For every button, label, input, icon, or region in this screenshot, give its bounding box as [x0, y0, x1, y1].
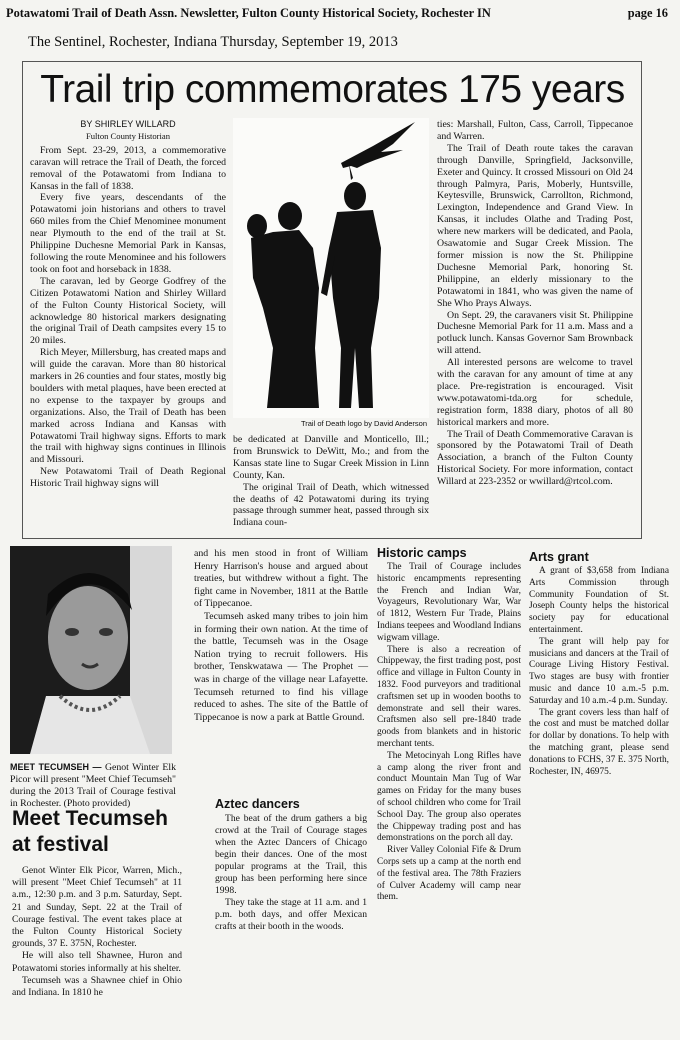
- image-caption: Trail of Death logo by David Anderson: [300, 419, 427, 428]
- main-story-column-3: [437, 119, 633, 488]
- paragraph: There is also a recreation of Chippeway, the first trading post, post office and village in Fulton County in 1832. Food purveyors and traditional craftsmen set up in wooden booths to demonstrate and sell their wares. Craftsmen also sell pre-1840 trade goods from blankets and in historic merchant tents.: [377, 644, 521, 749]
- trail-of-death-logo-image: [233, 118, 429, 418]
- paragraph: The Trail of Courage includes historic encampments representing the French and Indian War, Voyageurs, Revolutionary War, War of 1812, Western Fur Trade, Plains Indians teepees and Woodland Indians wigwam village.: [377, 562, 521, 643]
- aztec-title: Aztec dancers: [215, 797, 300, 811]
- historic-camps-title: Historic camps: [377, 546, 467, 560]
- byline: BY SHIRLEY WILLARD: [80, 119, 176, 129]
- tecumseh-column-1: [12, 865, 182, 999]
- tecumseh-title: [12, 806, 168, 858]
- paragraph: The caravan, led by George Godfrey of the Citizen Potawatomi Nation and Shirley Willard of the Fulton County Historical Society, will acknowledge 80 historical markers designating the original Trail of Death campsites every 15 to 20 miles.: [30, 275, 226, 347]
- paragraph: He will also tell Shawnee, Huron and Potawatomi stories informally at his shelter.: [12, 950, 182, 974]
- main-story-column-1: [30, 119, 226, 490]
- title-line: Meet Tecumseh: [12, 807, 168, 830]
- paragraph: The Metocinyah Long Rifles have a camp along the river front and conduct Mountain Man Tug of War games on Friday for the many buses of school children who come for Trail School Day. The group also operates the Chippeway trading post and has demonstrations on the porch all day.: [377, 750, 521, 844]
- paragraph: The Trail of Death Commemorative Caravan is sponsored by the Potawatomi Trail of Death Association, a branch of the Fulton County Historical Society. For more information, contact Willard at 223-2352 or wwillard@rtcol.com.: [437, 428, 633, 488]
- paragraph: be dedicated at Danville and Monticello, Ill.; from Brunswick to DeWitt, Mo.; and from the Kansas state line to Sugar Creek Mission in Linn County, Kan.: [233, 434, 429, 481]
- source-line: The Sentinel, Rochester, Indiana Thursday, September 19, 2013: [28, 34, 398, 50]
- paragraph: From Sept. 23-29, 2013, a commemorative caravan will retrace the Trail of Death, the forced removal of the Potawatomi from Indiana to Kansas in the fall of 1838.: [30, 144, 226, 192]
- paragraph: Tecumseh was a Shawnee chief in Ohio and Indiana. In 1810 he: [12, 974, 182, 999]
- arts-grant-column: [529, 566, 669, 778]
- paragraph: Every five years, descendants of the Potawatomi join historians and others to travel 660 miles from the Chief Menominee monument near Plymouth to the end of the trail at St. Philippine Duchesne Memorial Park in Kansas, following the route Menominee and his followers took on foot and horseback in 1838.: [30, 192, 226, 275]
- historic-camps-column: [377, 562, 521, 904]
- paragraph: The Trail of Death route takes the caravan through Danville, Springfield, Jacksonville, Exeter and Quincy. It crossed Missouri on Old 24 through Palmyra, Paris, Moberly, Huntsville, Keytesville, Brunswick, Carrollton, Richmond, Lexington, Independence and Grand View. In Kansas, it includes Olathe and Trading Post, where new markers will be dedicated, and Paola, Osawatomie and Sugar Creek Mission. The former mission is now the St. Philippine Duchesne Memorial Park, honoring St. Philippine, an elderly missionary to the Potawatomi in 1841, who was given the name of She Who Prays Always.: [437, 142, 633, 309]
- main-story-column-2: [233, 434, 429, 529]
- paragraph: The original Trail of Death, which witnessed the deaths of 42 Potawatomi during its trying passage through summer heat, passed through six Indiana coun-: [233, 481, 429, 529]
- tecumseh-photo: [10, 546, 172, 754]
- paragraph: ties: Marshall, Fulton, Cass, Carroll, Tippecanoe and Warren.: [437, 119, 633, 142]
- silhouette-illustration: [233, 118, 429, 418]
- paragraph: Rich Meyer, Millersburg, has created maps and will guide the caravan. More than 80 historical markers in 26 counties and four states, mostly big boulders with metal plaques, have been erected at no expense to the taxpayer by groups and organizations. Also, the Trail of Death has been marked across Indiana and Kansas with Potawatomi Trail highway signs. Efforts to mark the trail with highway signs continues in Illinois and Missouri.: [30, 347, 226, 466]
- paragraph: and his men stood in front of William Henry Harrison's house and argued about treaties, but withdrew without a fight. The fight came in November, 1811 at the Battle of Tippecanoe.: [194, 548, 368, 610]
- caption-lead: MEET TECUMSEH —: [10, 762, 102, 772]
- aztec-column: [215, 813, 367, 933]
- tecumseh-column-2: [194, 548, 368, 724]
- paragraph: Genot Winter Elk Picor, Warren, Mich., will present "Meet Chief Tecumseh" at 11 a.m., 12:30 p.m. and 3 p.m. Saturday, Sept. 21 and Sunday, Sept. 22 at the Trail of Courage festival. The event takes place at the Fulton County Historical Society grounds, 37 E. 375N, Rochester.: [12, 865, 182, 950]
- paragraph: Tecumseh asked many tribes to join him in forming their own nation. At the time of the battle, Tecumseh was in the Osage Nation trying to recruit followers. His brother, Tenskwatawa — The Prophet — was in charge of the village near Lafayette. Tecumseh returned to find his village reduced to ashes. The site of the Battle of Tippecanoe is now a park at Battle Ground.: [194, 610, 368, 723]
- paragraph: New Potawatomi Trail of Death Regional Historic Trail highway signs will: [30, 466, 226, 490]
- paragraph: All interested persons are welcome to travel with the caravan for any amount of time at any place. Pre-registration is encouraged. Visit www.potawatomi-tda.org for schedule, registration form, 1838 diary, photos of all 80 historical markers and more.: [437, 357, 633, 428]
- paragraph: The grant will help pay for musicians and dancers at the Trail of Courage Living History Festival. Two stages are busy with frontier music and dance 10 a.m.-5 p.m. Saturday and 10 a.m.-4 p.m. Sunday.: [529, 636, 669, 706]
- caption-text: Genot Winter Elk Picor will present "Meet Chief Tecumseh" during the 2013 Trail of Courage festival in Rochester. (Photo provided): [10, 762, 177, 809]
- paragraph: The beat of the drum gathers a big crowd at the Trail of Courage stages when the Aztec Dancers of Chicago begin their dances. One of the most popular programs at the Trail, this group has been performing here since 1998.: [215, 813, 367, 896]
- title-line: at festival: [12, 833, 109, 856]
- arts-grant-title: Arts grant: [529, 550, 589, 564]
- newsletter-masthead: [6, 6, 674, 21]
- main-headline: Trail trip commemorates 175 years: [40, 68, 625, 111]
- paragraph: River Valley Colonial Fife & Drum Corps sets up a camp at the north end of the festival area. The 78th Fraziers of Culver Academy will camp near them.: [377, 845, 521, 903]
- tecumseh-photo-caption: [10, 762, 176, 810]
- page-number: page 16: [627, 6, 668, 20]
- paragraph: On Sept. 29, the caravaners visit St. Philippine Duchesne Memorial Park for 11 a.m. Mass and a potluck lunch. Kansas Governor Sam Brownback will attend.: [437, 309, 633, 357]
- portrait-illustration: [10, 546, 172, 754]
- byline-title: Fulton County Historian: [85, 130, 171, 141]
- paragraph: The grant covers less than half of the cost and must be matched dollar for dollar by donations. To help with the matching grant, please send donations to FCHS, 37 E. 375 North, Rochester, IN, 46975.: [529, 707, 669, 777]
- paragraph: They take the stage at 11 a.m. and 1 p.m. both days, and offer Mexican crafts at their booth in the woods.: [215, 897, 367, 932]
- paragraph: A grant of $3,658 from Indiana Arts Commission through Community Foundation of St. Joseph County helps the historical society pay for educational entertainment.: [529, 566, 669, 635]
- masthead-text: Potawatomi Trail of Death Assn. Newsletter, Fulton County Historical Society, Rochester IN: [6, 6, 491, 20]
